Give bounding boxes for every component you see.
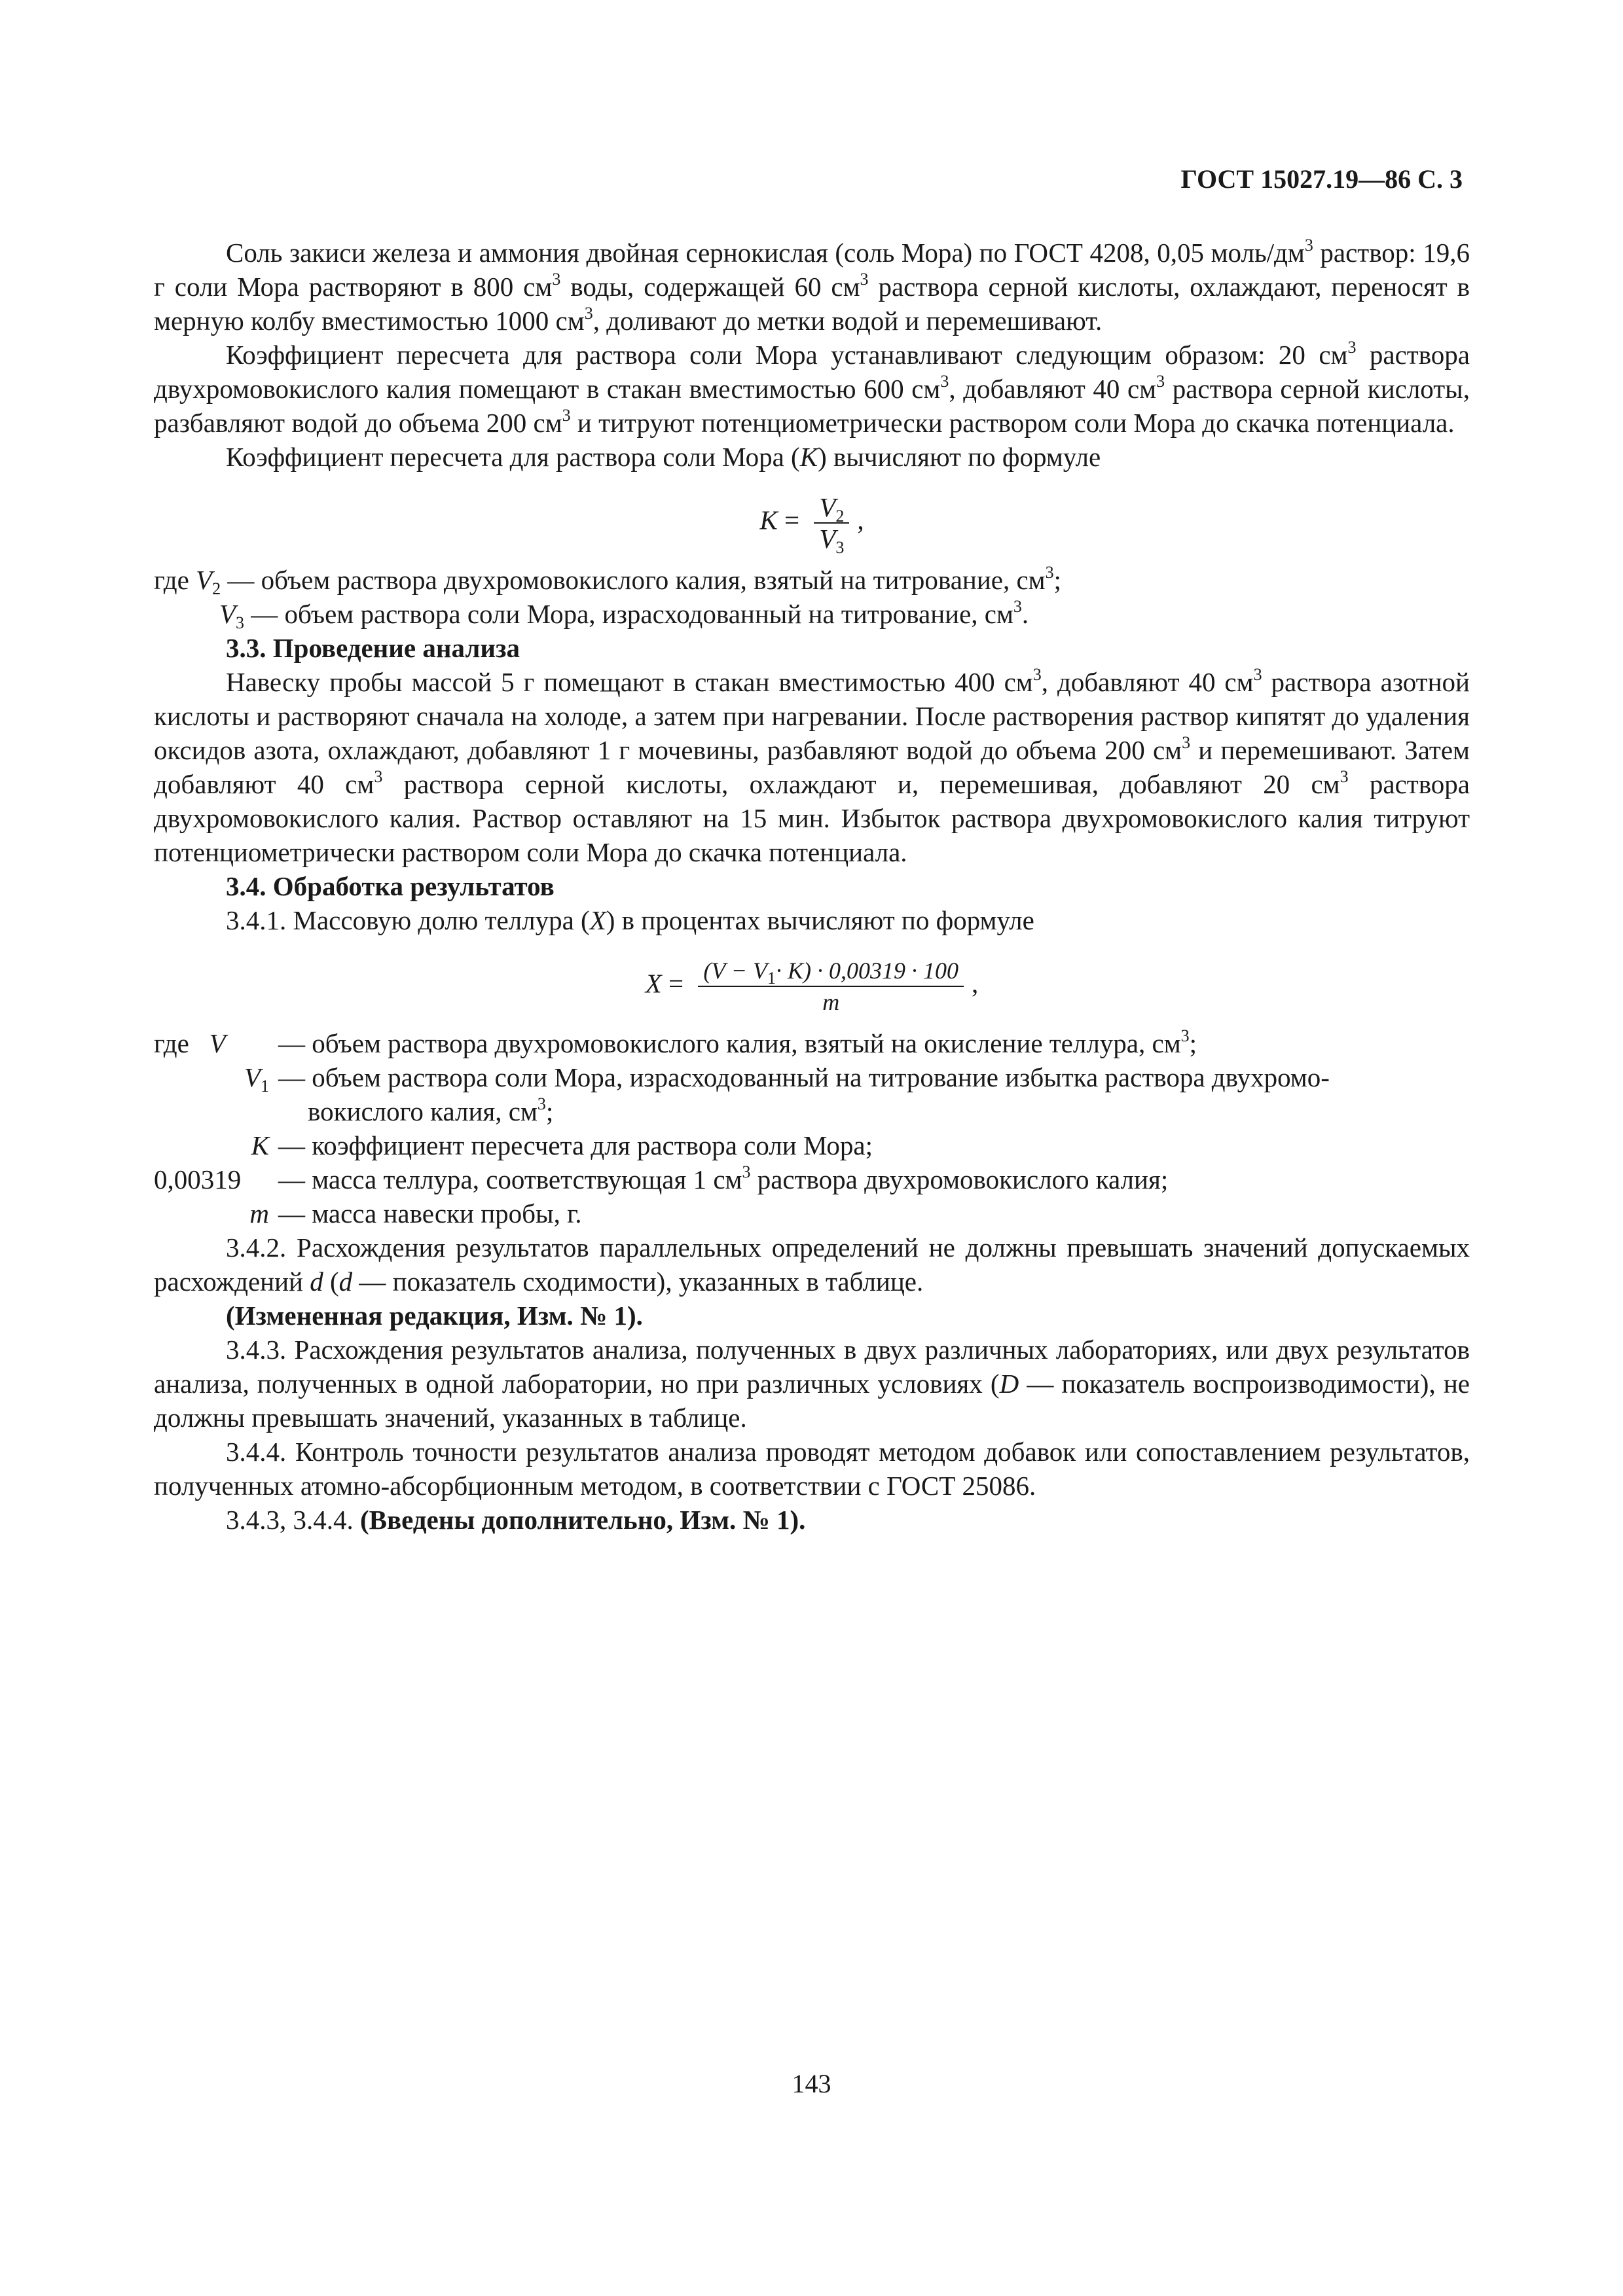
paragraph-3-4-4: 3.4.4. Контроль точности результатов анализа проводят методом добавок или сопоставлением результатов, полученных атомно-абсорбционным методом, в соответствии с ГОСТ 25086. <box>154 1437 1470 1501</box>
paragraph-mohr-salt: Соль закиси железа и аммония двойная сернокислая (соль Мора) по ГОСТ 4208, 0,05 моль/$дм^3$ раствор: 19,6 г соли Мора растворяют в 800 $см^3$ воды, содержащей 60 $см^3$ раствора серной кислоты, охлаждают, переносят в мерную колбу вместимостью 1000 $см^3$, доливают до метки водой и перемешивают. <box>154 236 1470 336</box>
where-m: m — масса навески пробы, г. <box>249 1198 582 1229</box>
fraction: $\frac{V_2}{V_3}$ <box>814 492 849 554</box>
document-body <box>154 236 1470 1537</box>
paragraph-3-4-1: 3.4.1. Массовую долю теллура (X) в процентах вычисляют по формуле <box>226 905 1034 935</box>
fraction: $\frac{(V - V_1\cdot K) \cdot 0,00319 \cdot 100}{m}$ <box>698 956 964 1017</box>
page-header: ГОСТ 15027.19—86 С. 3 <box>1180 164 1463 194</box>
paragraph-coefficient-formula-intro: Коэффициент пересчета для раствора соли Мора (K) вычисляют по формуле <box>226 442 1101 472</box>
where-v1: $V_1$ — объем раствора соли Мора, израсходованный на титрование избытка раствора двухромо- вокислого калия, $см^3$; <box>244 1062 1330 1126</box>
paragraph-analysis-procedure: Навеску пробы массой 5 г помещают в стакан вместимостью 400 $см^3$, добавляют 40 $см^3$ раствора азотной кислоты и растворяют сначала на холоде, а затем при нагревании. После растворения раствор кипятят до удаления оксидов азота, охлаждают, добавляют 1 г мочевины, разбавляют водой до объема 200 $см^3$ и перемешивают. Затем добавляют 40 $см^3$ раствора серной кислоты, охлаждают и, перемешивая, добавляют 20 $см^3$ раствора двухромовокислого калия. Раствор оставляют на 15 мин. Избыток раствора двухромовокислого калия титруют потенциометрически раствором соли Мора до скачка потенциала. <box>154 665 1470 867</box>
where-v2: где $V_2$ — объем раствора двухромовокислого калия, взятый на титрование, $см^3$; <box>154 563 1062 598</box>
where-k: K — коэффициент пересчета для раствора соли Мора; <box>251 1130 873 1160</box>
where-v3: $V_3$ — объем раствора соли Мора, израсходованный на титрование, $см^3$. <box>219 597 1029 632</box>
paragraph-3-4-2: 3.4.2. Расхождения результатов параллельных определений не должны превышать значений допускаемых расхождений d (d — показатель сходимости), указанных в таблице. <box>154 1232 1470 1297</box>
section-heading-3-4: 3.4. Обработка результатов <box>226 871 555 901</box>
section-heading-3-3: 3.3. Проведение анализа <box>226 633 520 663</box>
formula-x: X = $\frac{(V - V_1\cdot K) \cdot 0,00319 \cdot 100}{m}$ , <box>154 956 1470 1017</box>
formula-k: K = $\frac{V_2}{V_3}$ , <box>759 492 864 557</box>
amendment-note: (Измененная редакция, Изм. № 1). <box>226 1300 643 1331</box>
paragraph-3-4-3: 3.4.3. Расхождения результатов анализа, полученных в двух различных лабораториях, или двух результатов анализа, полученных в одной лаборатории, но при различных условиях (D — показатель воспроизводимости), не должны превышать значений, указанных в таблице. <box>154 1335 1470 1433</box>
page-number: 143 <box>792 2069 831 2098</box>
where-v: где V — объем раствора двухромовокислого калия, взятый на окисление теллура, $см^3$; <box>154 1026 1197 1058</box>
paragraph-amendment-added: 3.4.3, 3.4.4. (Введены дополнительно, Изм. № 1). <box>226 1505 806 1535</box>
paragraph-coefficient-setup: Коэффициент пересчета для раствора соли Мора устанавливают следующим образом: 20 $см^3$ раствора двухромовокислого калия помещают в стакан вместимостью 600 $см^3$, добавляют 40 $см^3$ раствора серной кислоты, разбавляют водой до объема 200 $см^3$ и титруют потенциометрически раствором соли Мора до скачка потенциала. <box>154 338 1470 438</box>
where-constant: 0,00319 — масса теллура, соответствующая 1 $см^3$ раствора двухромовокислого калия; <box>154 1162 1169 1194</box>
